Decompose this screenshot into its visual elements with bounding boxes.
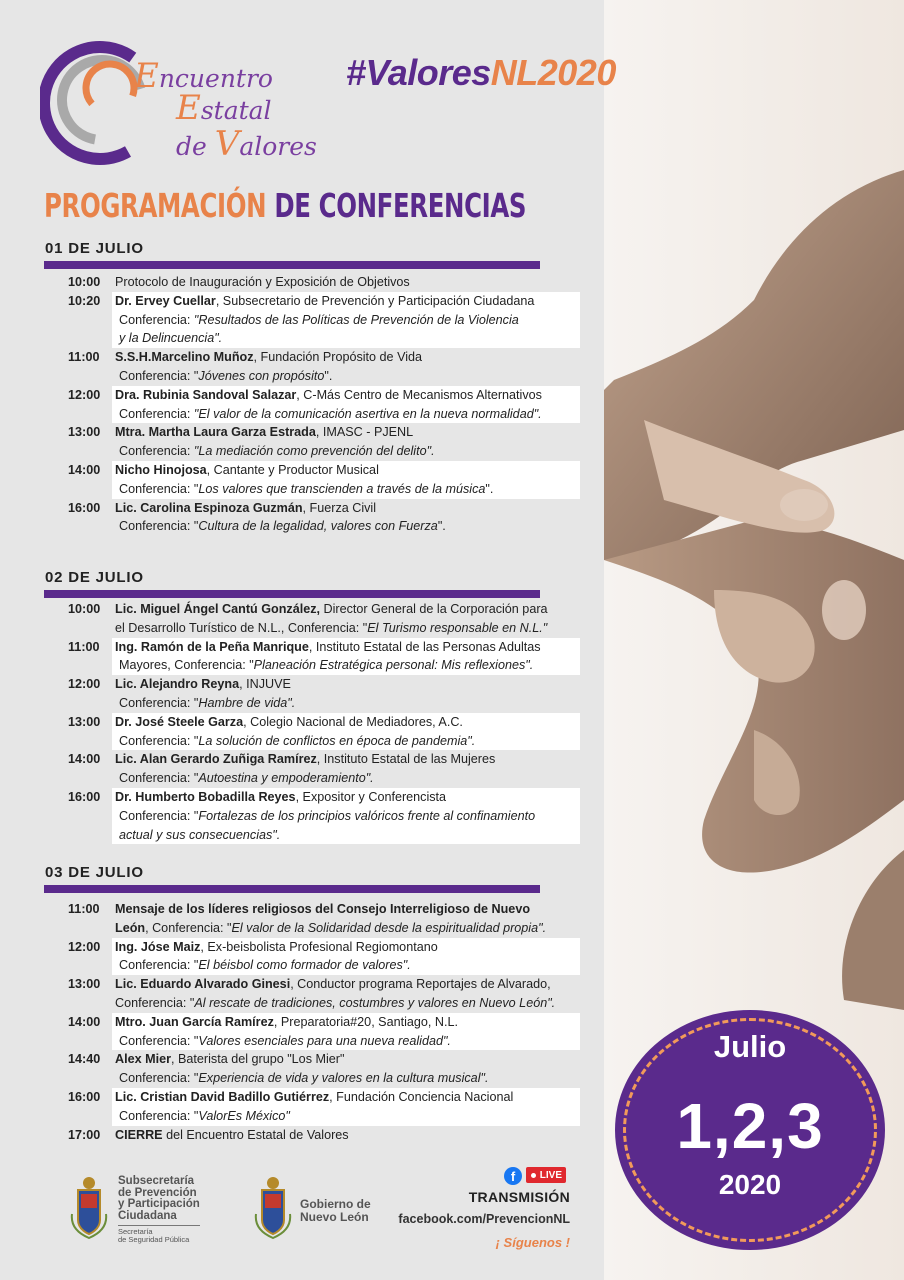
row-line2 <box>115 480 580 499</box>
conference-prefix: Conferencia: " <box>115 995 195 1010</box>
conference-title: Planeación Estratégica personal: Mis reflexiones". <box>253 658 534 673</box>
sub-line1: Subsecretaría <box>118 1175 195 1187</box>
schedule-row <box>0 975 604 1013</box>
conference-prefix: Conferencia: " <box>119 519 199 534</box>
conference-title: Fortalezas de los principios valóricos frente al confinamiento <box>198 808 536 823</box>
day-divider-3 <box>44 885 540 893</box>
conference-title: Al rescate de tradiciones, costumbres y valores en Nuevo León". <box>194 995 556 1010</box>
row-line1 <box>115 600 580 619</box>
conference-title-cont: actual y sus consecuencias". <box>119 827 281 842</box>
conference-title: Autoestina y empoderamiento". <box>198 771 374 786</box>
conference-prefix: Conferencia: " <box>119 771 199 786</box>
conference-title: El Turismo responsable en N.L." <box>367 620 548 635</box>
row-line2 <box>115 405 580 424</box>
row-line3 <box>115 826 580 845</box>
conference-prefix: Conferencia: " <box>119 368 199 383</box>
row-body <box>112 292 580 348</box>
sub-line2: de Prevención <box>118 1186 197 1199</box>
row-time: 11:00 <box>68 350 100 365</box>
row-line1 <box>115 1050 580 1069</box>
row-body <box>112 499 580 537</box>
conference-title: Valores esenciales para una nueva realidad". <box>198 1033 451 1048</box>
speaker-name: Mtro. Juan García Ramírez <box>115 1014 274 1029</box>
schedule-row <box>0 1013 604 1051</box>
speaker-affiliation: , Fundación Conciencia Nacional <box>329 1089 514 1104</box>
row-body <box>112 423 580 461</box>
speaker-affiliation: Director General de la Corporación para <box>320 602 548 616</box>
speaker-affiliation: , Colegio Nacional de Mediadores, A.C. <box>243 714 463 729</box>
conference-prefix: , Conferencia: " <box>145 920 232 935</box>
speaker-affiliation: , Fuerza Civil <box>302 500 377 515</box>
row-body <box>112 900 580 938</box>
row-body <box>112 1126 580 1145</box>
speaker-name: Lic. Alan Gerardo Zuñiga Ramírez <box>115 752 317 767</box>
row-line1 <box>115 386 580 405</box>
speaker-name: Lic. Cristian David Badillo Gutiérrez <box>115 1089 330 1104</box>
schedule-row <box>0 750 604 788</box>
row-line2 <box>115 694 580 713</box>
row-line1 <box>115 423 580 442</box>
conference-title: ValorEs México" <box>198 1108 290 1123</box>
conference-title: Jóvenes con propósito <box>198 368 325 383</box>
row-line1 <box>115 1126 580 1145</box>
speaker-affiliation: , Conductor programa Reportajes de Alvarado, <box>290 977 551 992</box>
nuevo-leon-seal-icon <box>70 1174 108 1240</box>
speaker-affiliation: , Fundación Propósito de Vida <box>253 350 423 365</box>
speaker-name: Mtra. Martha Laura Garza Estrada <box>115 425 316 440</box>
row-line2 <box>115 994 580 1013</box>
schedule-row <box>0 1050 604 1088</box>
conference-title: "Resultados de las Políticas de Prevención de la Violencia <box>193 312 519 327</box>
schedule-row <box>0 1088 604 1126</box>
row-time: 16:00 <box>68 789 101 804</box>
speaker-affiliation: , Ex-beisbolista Profesional Regiomontano <box>200 939 438 954</box>
row-line1 <box>115 292 580 311</box>
conference-suffix: ". <box>324 368 333 383</box>
schedule-row <box>0 499 604 537</box>
conference-prefix: Conferencia: <box>119 312 194 327</box>
row-line1 <box>115 788 580 807</box>
speaker-affiliation: , Preparatoria#20, Santiago, N.L. <box>273 1014 458 1029</box>
logo-line4: alores <box>239 132 317 161</box>
encuentro-estatal-logo: Encuentro Estatal de Valores <box>40 38 350 168</box>
conference-suffix: ". <box>485 481 494 496</box>
schedule-row <box>0 461 604 499</box>
speaker-affiliation: , Subsecretario de Prevención y Participación Ciudadana <box>215 293 535 308</box>
conference-title: "La mediación como prevención del delito". <box>193 444 435 459</box>
row-time: 12:00 <box>68 387 101 402</box>
speaker-name: Lic. Alejandro Reyna <box>115 677 240 692</box>
row-body <box>112 1050 580 1088</box>
conference-title-cont: y la Delincuencia". <box>119 331 223 346</box>
row-line1 <box>115 461 580 480</box>
schedule-row <box>0 900 604 938</box>
row-line1 <box>115 750 580 769</box>
row-time: 13:00 <box>68 977 101 992</box>
conference-title: El béisbol como formador de valores". <box>198 958 411 973</box>
row-line2 <box>115 956 580 975</box>
conference-title: Los valores que transcienden a través de la música <box>198 481 486 496</box>
row-body <box>112 1088 580 1126</box>
day-label-3: 03 DE JULIO <box>45 864 144 881</box>
sec-line1: Secretaría <box>118 1227 153 1236</box>
row-line2 <box>115 919 580 938</box>
conference-title: El valor de la Solidaridad desde la espiritualidad propia". <box>231 920 547 935</box>
row-time: 16:00 <box>68 1089 101 1104</box>
conference-title: Experiencia de vida y valores en la cultura musical". <box>198 1071 489 1086</box>
schedule-row <box>0 1126 604 1145</box>
row-body <box>112 713 580 751</box>
speaker-name: Mensaje de los líderes religiosos del Consejo Interreligioso de Nuevo <box>115 902 531 916</box>
hashtag: #ValoresNL2020 <box>346 52 616 93</box>
conference-prefix: Conferencia: " <box>119 481 199 496</box>
row-body <box>112 638 580 676</box>
schedule-row <box>0 675 604 713</box>
row-time: 10:20 <box>68 293 101 308</box>
row-time: 11:00 <box>68 902 100 916</box>
conference-prefix: el Desarrollo Turístico de N.L., Conferencia: " <box>115 620 368 635</box>
row-line2 <box>115 619 580 638</box>
speaker-name: Lic. Carolina Espinoza Guzmán <box>115 500 303 515</box>
row-time: 14:00 <box>68 462 101 477</box>
speaker-name: CIERRE <box>115 1127 163 1142</box>
row-line1 <box>115 675 580 694</box>
row-line2 <box>115 367 580 386</box>
speaker-name: S.S.H.Marcelino Muñoz <box>115 350 254 365</box>
conference-title: Hambre de vida". <box>198 695 296 710</box>
day-label-2: 02 DE JULIO <box>45 569 144 586</box>
speaker-name-cont: León <box>115 920 146 935</box>
sec-line2: de Seguridad Pública <box>118 1235 190 1244</box>
schedule-row <box>0 273 604 292</box>
row-line1 <box>115 638 580 657</box>
live-badge: LIVE <box>526 1167 566 1183</box>
day-label-1: 01 DE JULIO <box>45 240 144 257</box>
conference-title: Cultura de la legalidad, valores con Fuerza <box>198 519 438 534</box>
speaker-affiliation: , IMASC - PJENL <box>315 425 414 440</box>
speaker-affiliation: , Instituto Estatal de las Personas Adultas <box>308 639 541 654</box>
schedule-row <box>0 638 604 676</box>
row-body <box>112 461 580 499</box>
row-time: 16:00 <box>68 500 101 515</box>
logo-line3: de <box>176 132 207 161</box>
speaker-name: Dr. Humberto Bobadilla Reyes <box>115 789 296 804</box>
row-line1 <box>115 273 580 292</box>
speaker-name: Dr. Ervey Cuellar <box>115 293 216 308</box>
row-body <box>112 273 580 292</box>
row-line2 <box>115 517 580 536</box>
row-line1 <box>115 900 580 919</box>
row-time: 12:00 <box>68 677 101 692</box>
conference-prefix: Conferencia: " <box>119 808 199 823</box>
conference-prefix: Conferencia: " <box>119 1071 199 1086</box>
row-line2 <box>115 732 580 751</box>
conference-prefix: Conferencia: " <box>119 733 199 748</box>
schedule-row <box>0 600 604 638</box>
row-time: 14:40 <box>68 1052 101 1067</box>
transmission-label: TRANSMISIÓN <box>468 1189 570 1205</box>
conference-prefix: Conferencia: " <box>119 695 199 710</box>
speaker-name: Lic. Eduardo Alvarado Ginesi <box>115 977 291 992</box>
conference-prefix: Conferencia: " <box>119 958 199 973</box>
conference-title: "El valor de la comunicación asertiva en la nueva normalidad". <box>193 406 542 421</box>
row-line2 <box>115 1107 580 1126</box>
row-line1 <box>115 1088 580 1107</box>
conference-suffix: ". <box>437 519 446 534</box>
schedule-row <box>0 386 604 424</box>
row-body <box>112 750 580 788</box>
schedule-row <box>0 292 604 348</box>
gob-line1: Gobierno de <box>300 1197 371 1211</box>
speaker-name: Dra. Rubinia Sandoval Salazar <box>115 387 297 402</box>
row-time: 10:00 <box>68 275 101 289</box>
row-line2 <box>115 442 580 461</box>
row-line3 <box>115 329 580 348</box>
speaker-name: Lic. Miguel Ángel Cantú González, <box>115 602 321 616</box>
speaker-name: Ing. Ramón de la Peña Manrique <box>115 639 309 654</box>
row-body <box>112 975 580 1013</box>
row-time: 10:00 <box>68 602 101 616</box>
badge-days: 1,2,3 <box>676 1090 824 1162</box>
row-line2 <box>115 807 580 826</box>
row-body <box>112 788 580 844</box>
facebook-icon: f <box>504 1167 522 1185</box>
speaker-affiliation: , Baterista del grupo "Los Mier" <box>171 1052 345 1067</box>
sub-line4: Ciudadana <box>118 1209 177 1222</box>
speaker-name: Dr. José Steele Garza <box>115 714 244 729</box>
schedule-day-1 <box>0 273 604 536</box>
row-time: 14:00 <box>68 1014 101 1029</box>
row-time: 11:00 <box>68 639 100 654</box>
speaker-name: Nicho Hinojosa <box>115 462 207 477</box>
row-line2 <box>115 656 580 675</box>
row-line2 <box>115 769 580 788</box>
gobierno-seal-icon <box>254 1174 292 1240</box>
gob-line2: Nuevo León <box>300 1210 369 1224</box>
row-body <box>112 386 580 424</box>
facebook-link[interactable]: facebook.com/PrevencionNL <box>398 1212 570 1226</box>
row-body <box>112 348 580 386</box>
badge-month: Julio <box>713 1029 787 1064</box>
speaker-name: Alex Mier <box>115 1052 171 1067</box>
badge-year: 2020 <box>718 1169 782 1200</box>
conference-prefix: Mayores, Conferencia: " <box>119 658 254 673</box>
logo-line1: ncuentro <box>158 64 273 93</box>
page-title: PROGRAMACIÓN DE CONFERENCIAS <box>44 186 527 225</box>
row-body <box>112 938 580 976</box>
row-line1 <box>115 348 580 367</box>
day-divider-2 <box>44 590 540 598</box>
schedule-row <box>0 713 604 751</box>
speaker-affiliation: , Expositor y Conferencista <box>295 789 447 804</box>
row-body <box>112 600 580 638</box>
schedule-row <box>0 423 604 461</box>
schedule-row <box>0 938 604 976</box>
schedule-day-2 <box>0 600 604 844</box>
speaker-affiliation: del Encuentro Estatal de Valores <box>162 1127 349 1142</box>
row-time: 13:00 <box>68 425 101 440</box>
speaker-affiliation: , INJUVE <box>239 677 291 692</box>
speaker-name: Ing. Jóse Maiz <box>115 939 201 954</box>
row-time: 13:00 <box>68 714 101 729</box>
speaker-affiliation: , C-Más Centro de Mecanismos Alternativos <box>296 387 542 402</box>
conference-prefix: Conferencia: <box>119 444 194 459</box>
conference-prefix: Conferencia: " <box>119 1033 199 1048</box>
row-body <box>112 675 580 713</box>
live-dot-icon <box>531 1173 536 1178</box>
speaker-affiliation: , Cantante y Productor Musical <box>206 462 379 477</box>
logo-line2: statal <box>200 96 272 125</box>
row-line1 <box>115 713 580 732</box>
conference-prefix: Conferencia: " <box>119 1108 199 1123</box>
row-body <box>112 1013 580 1051</box>
row-line1 <box>115 975 580 994</box>
row-time: 14:00 <box>68 752 101 767</box>
row-line1 <box>115 1013 580 1032</box>
schedule-row <box>0 788 604 844</box>
row-line2 <box>115 311 580 330</box>
follow-us: ¡ Síguenos ! <box>495 1235 570 1250</box>
row-line1 <box>115 499 580 518</box>
schedule-row <box>0 348 604 386</box>
conference-title: La solución de conflictos en época de pandemia". <box>198 733 476 748</box>
transmission-block <box>394 1166 570 1250</box>
conference-prefix: Conferencia: <box>119 406 194 421</box>
speaker-affiliation: , Instituto Estatal de las Mujeres <box>316 752 496 767</box>
row-time: 12:00 <box>68 939 101 954</box>
row-line2 <box>115 1032 580 1051</box>
date-badge <box>615 1010 885 1250</box>
row-line2 <box>115 1069 580 1088</box>
row-time: 17:00 <box>68 1127 101 1142</box>
schedule-day-3 <box>0 900 604 1144</box>
row-line1 <box>115 938 580 957</box>
sub-line3: y Participación <box>118 1198 200 1210</box>
day-divider-1 <box>44 261 540 269</box>
speaker-affiliation: Protocolo de Inauguración y Exposición de Objetivos <box>115 275 410 289</box>
